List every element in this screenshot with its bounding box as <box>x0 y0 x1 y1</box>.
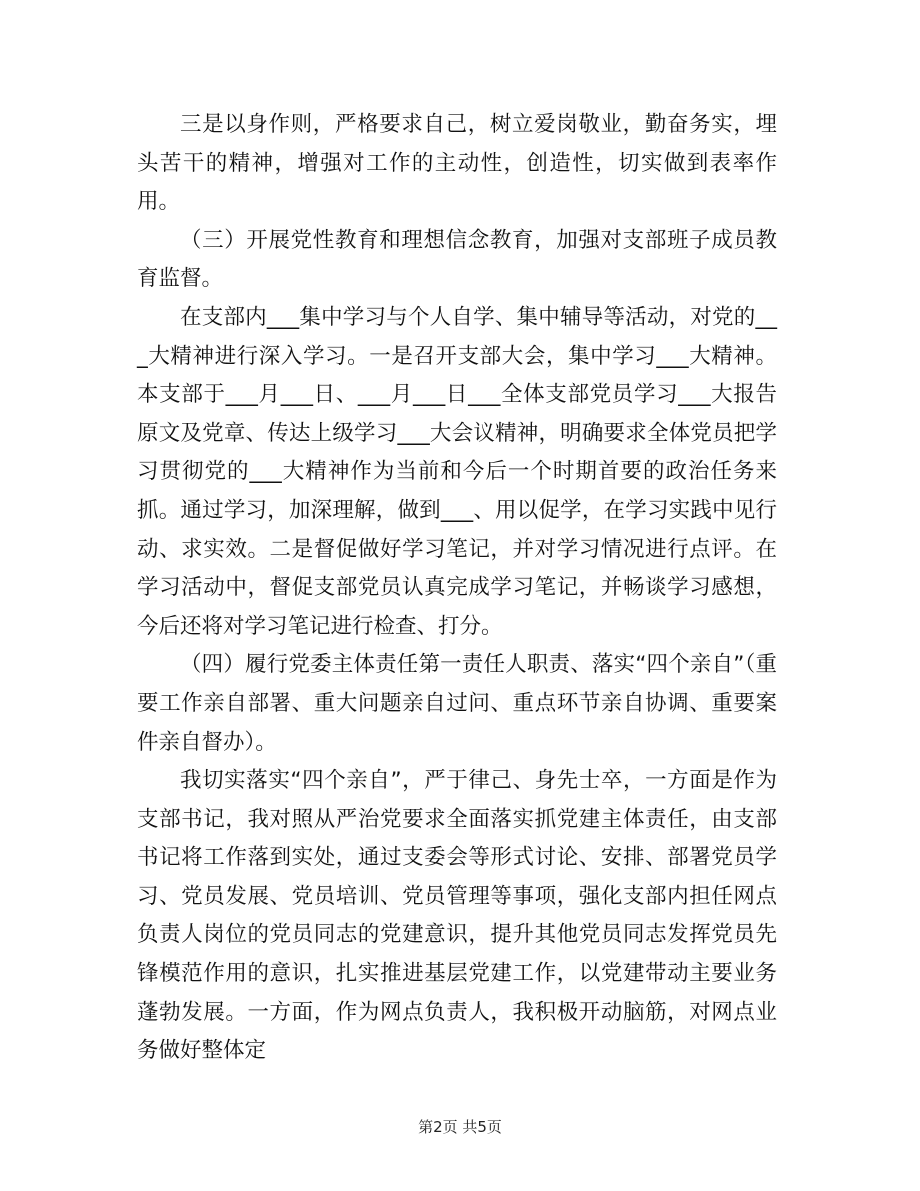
heading-section-four: （四）履行党委主体责任第一责任人职责、落实“四个亲自”（重要工作亲自部署、重大问题亲自过问、重点环节亲自协调、重要案件亲自督办）。 <box>137 652 777 755</box>
paragraph-example-leadership: 三是以身作则，严格要求自己，树立爱岗敬业，勤奋务实，埋头苦干的精神，增强对工作的主动性，创造性，切实做到表率作用。 <box>137 112 777 215</box>
paragraph-four-personal: 我切实落实“四个亲自”，严于律己、身先士卒，一方面是作为支部书记，我对照从严治党要求全面落实抓党建主体责任，由支部书记将工作落到实处，通过支委会等形式讨论、安排、部署党员学习、党员发展、党员培训、党员管理等事项，强化支部内担任网点负责人岗位的党员同志的党建意识，提升其他党员同志发挥党员先锋模范作用的意识，扎实推进基层党建工作，以党建带动主要业务蓬勃发展。一方面，作为网点负责人，我积极开动脑筋，对网点业务做好整体定 <box>137 768 777 1064</box>
heading-section-three: （三）开展党性教育和理想信念教育，加强对支部班子成员教育监督。 <box>137 227 777 292</box>
document-body <box>137 106 777 1071</box>
paragraph-study-activities: 在支部内___集中学习与个人自学、集中辅导等活动，对党的___大精神进行深入学习。一是召开支部大会，集中学习___大精神。本支部于___月___日、___月___日___全体支部党员学习___大报告原文及党章、传达上级学习___大会议精神，明确要求全体党员把学习贯彻党的___大精神作为当前和今后一个时期首要的政治任务来抓。通过学习，加深理解，做到___、用以促学，在学习实践中见行动、求实效。二是督促做好学习笔记，并对学习情况进行点评。在学习活动中，督促支部党员认真完成学习笔记，并畅谈学习感想，今后还将对学习笔记进行检查、打分。 <box>137 304 777 639</box>
page-number: 第2页 共5页 <box>418 1118 502 1136</box>
